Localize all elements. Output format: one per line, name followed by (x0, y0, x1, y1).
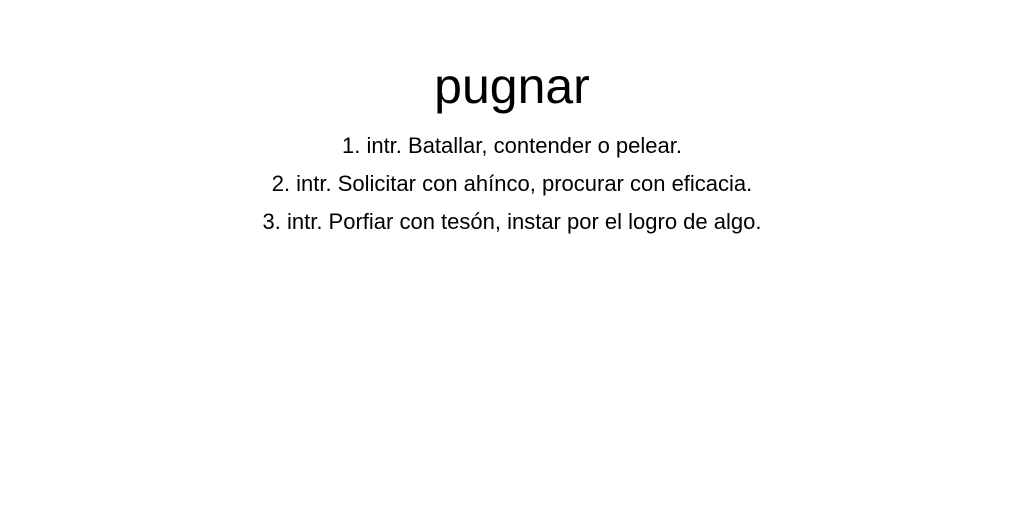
definition-3: 3. intr. Porfiar con tesón, instar por el logro de algo. (262, 209, 762, 234)
definition-1: 1. intr. Batallar, contender o pelear. (341, 133, 682, 158)
definition-list (0, 127, 1024, 241)
definition-2: 2. intr. Solicitar con ahínco, procurar con eficacia. (271, 171, 753, 196)
entry-headword: pugnar (434, 58, 590, 114)
